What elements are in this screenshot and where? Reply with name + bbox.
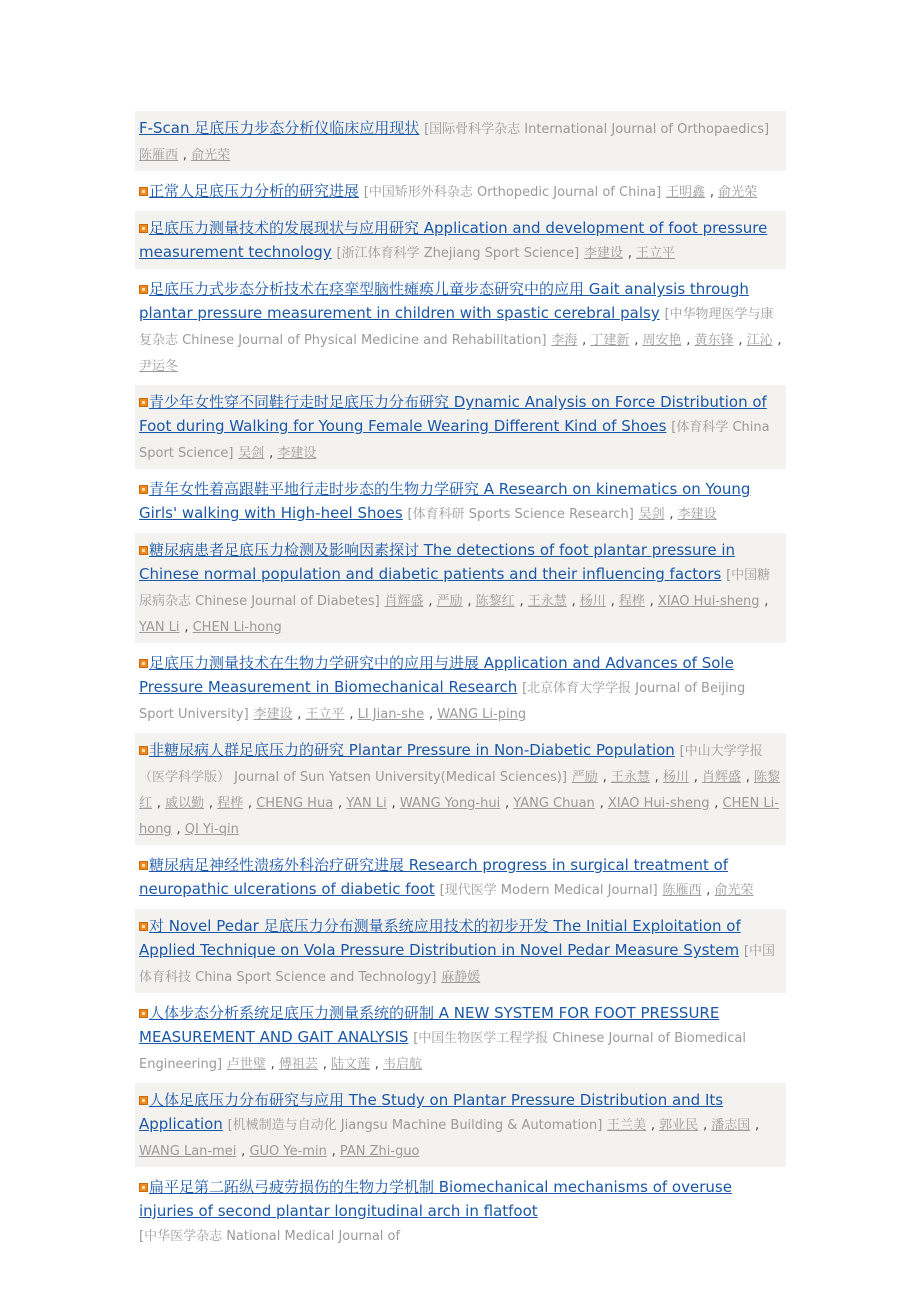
author-link[interactable]: 俞光荣: [718, 185, 758, 200]
author-link[interactable]: GUO Ye-min: [249, 1144, 327, 1159]
reference-entry: [135, 472, 786, 530]
author-link[interactable]: 陈黎红: [139, 770, 781, 811]
author-link[interactable]: 丁建新: [590, 333, 630, 348]
article-title-link[interactable]: 对 Novel Pedar 足底压力分布测量系统应用技术的初步开发 The Initial Exploitation of Applied Technique on Vola Pressure Distribution in Novel Pedar Measure System: [139, 917, 741, 959]
author-separator: ,: [519, 594, 528, 609]
journal-source: [现代医学 Modern Medical Journal]: [439, 883, 658, 898]
author-link[interactable]: 麻静媛: [441, 970, 481, 985]
author-separator: ,: [764, 594, 769, 609]
author-link[interactable]: 吴剑: [238, 446, 265, 461]
author-separator: ,: [269, 446, 278, 461]
author-link[interactable]: 严励: [571, 770, 598, 785]
article-title-link[interactable]: F-Scan 足底压力步态分析仪临床应用现状: [139, 119, 420, 137]
author-separator: ,: [374, 1057, 384, 1072]
reference-entry: [135, 646, 786, 730]
author-link[interactable]: XIAO Hui-sheng: [657, 594, 760, 609]
journal-source: [中国矫形外科杂志 Orthopedic Journal of China]: [363, 185, 662, 200]
journal-source: [中山大学学报（医学科学版） Journal of Sun Yatsen University(Medical Sciences)]: [139, 744, 763, 785]
author-link[interactable]: 肖辉盛: [701, 770, 741, 785]
author-separator: ,: [627, 246, 637, 261]
author-separator: ,: [709, 185, 719, 200]
author-link[interactable]: 李建设: [277, 446, 317, 461]
author-separator: ,: [686, 333, 695, 348]
author-link[interactable]: YANG Chuan: [513, 796, 595, 811]
orange-square-bullet-icon: [139, 485, 148, 494]
author-separator: ,: [505, 796, 514, 811]
orange-square-bullet-icon: [139, 398, 148, 407]
author-separator: ,: [208, 796, 218, 811]
author-link[interactable]: 李建设: [253, 707, 293, 722]
author-link[interactable]: 陈雁西: [139, 148, 179, 163]
author-separator: ,: [650, 1118, 660, 1133]
reference-entry: [135, 111, 786, 171]
author-link[interactable]: LI Jian-she: [357, 707, 425, 722]
journal-source: [中国体育科技 China Sport Science and Technology]: [139, 944, 775, 985]
reference-entry: [135, 385, 786, 469]
author-link[interactable]: YAN Li: [139, 620, 180, 635]
orange-square-bullet-icon: [139, 546, 148, 555]
author-link[interactable]: 俞光荣: [191, 148, 231, 163]
author-link[interactable]: 卢世璧: [226, 1057, 266, 1072]
reference-entry: [135, 848, 786, 906]
journal-source: [中国糖尿病杂志 Chinese Journal of Diabetes]: [139, 568, 771, 609]
journal-source: [中华医学杂志 National Medical Journal of: [139, 1229, 401, 1244]
author-separator: ,: [467, 594, 476, 609]
author-separator: ,: [182, 148, 192, 163]
orange-square-bullet-icon: [139, 285, 148, 294]
article-title-link[interactable]: 扁平足第二跖纵弓疲劳损伤的生物力学机制 Biomechanical mechanisms of overuse injuries of second plantar longitudinal arch in flatfoot: [139, 1178, 732, 1220]
reference-entry: [135, 211, 786, 269]
author-separator: ,: [241, 1144, 250, 1159]
orange-square-bullet-icon: [139, 659, 148, 668]
orange-square-bullet-icon: [139, 1096, 148, 1105]
author-separator: ,: [337, 796, 347, 811]
author-separator: ,: [270, 1057, 279, 1072]
author-separator: ,: [349, 707, 358, 722]
author-link[interactable]: 王兰美: [607, 1118, 647, 1133]
journal-source: [北京体育大学学报 Journal of Beijing Sport University]: [139, 681, 746, 722]
author-separator: ,: [669, 507, 678, 522]
author-link[interactable]: CHEN Li-hong: [192, 620, 282, 635]
author-link[interactable]: WANG Lan-mei: [139, 1144, 237, 1159]
author-separator: ,: [391, 796, 400, 811]
journal-source: [体育科研 Sports Science Research]: [407, 507, 634, 522]
author-link[interactable]: WANG Yong-hui: [399, 796, 501, 811]
author-separator: ,: [322, 1057, 331, 1072]
article-title-link[interactable]: 正常人足底压力分析的研究进展: [149, 182, 360, 200]
author-link[interactable]: 肖辉盛: [384, 594, 424, 609]
author-separator: ,: [649, 594, 658, 609]
author-link[interactable]: 王明鑫: [666, 185, 706, 200]
article-title-link[interactable]: 足底压力式步态分析技术在痉挛型脑性瘫痪儿童步态研究中的应用 Gait analysis through plantar pressure measurement in children with spastic cerebral palsy: [139, 280, 749, 322]
author-link[interactable]: QI Yi-qin: [184, 822, 239, 837]
orange-square-bullet-icon: [139, 746, 148, 755]
author-separator: ,: [693, 770, 702, 785]
orange-square-bullet-icon: [139, 922, 148, 931]
author-separator: ,: [706, 883, 715, 898]
author-link[interactable]: 戚以勤: [165, 796, 205, 811]
journal-source: [国际骨科学杂志 International Journal of Orthopaedics]: [424, 122, 770, 137]
author-separator: ,: [176, 822, 185, 837]
author-link[interactable]: 王永慧: [610, 770, 650, 785]
author-link[interactable]: CHENG Hua: [256, 796, 334, 811]
author-link[interactable]: 李海: [551, 333, 578, 348]
author-link[interactable]: 程桦: [217, 796, 244, 811]
article-title-link[interactable]: 青少年女性穿不同鞋行走时足底压力分布研究 Dynamic Analysis on Force Distribution of Foot during Walking for Young Female Wearing Different Kind of Shoes: [139, 393, 767, 435]
author-link[interactable]: 李建设: [583, 246, 623, 261]
article-title-link[interactable]: 非糖尿病人群足底压力的研究 Plantar Pressure in Non-Diabetic Population: [149, 741, 675, 759]
journal-source: [浙江体育科学 Zhejiang Sport Science]: [336, 246, 580, 261]
article-title-link[interactable]: 人体足底压力分布研究与应用 The Study on Plantar Pressure Distribution and Its Application: [139, 1091, 724, 1133]
author-separator: ,: [428, 594, 437, 609]
author-link[interactable]: 程桦: [618, 594, 645, 609]
author-link[interactable]: CHEN Li-hong: [139, 796, 779, 837]
author-separator: ,: [702, 1118, 712, 1133]
reference-entry: [135, 533, 786, 643]
author-link[interactable]: 潘志国: [711, 1118, 751, 1133]
author-separator: ,: [582, 333, 591, 348]
article-title-link[interactable]: 糖尿病足神经性溃疡外科治疗研究进展 Research progress in surgical treatment of neuropathic ulcerations of diabetic foot: [139, 856, 729, 898]
author-separator: ,: [755, 1118, 760, 1133]
author-link[interactable]: PAN Zhi-guo: [339, 1144, 420, 1159]
author-link[interactable]: 杨川: [579, 594, 606, 609]
reference-list: [135, 111, 786, 1252]
author-separator: ,: [654, 770, 663, 785]
reference-entry: [135, 996, 786, 1080]
journal-source: [中国生物医学工程学报 Chinese Journal of Biomedical Engineering]: [139, 1031, 746, 1072]
author-link[interactable]: XIAO Hui-sheng: [607, 796, 710, 811]
author-separator: ,: [714, 796, 723, 811]
reference-entry: [135, 272, 786, 382]
author-link[interactable]: 江沁: [746, 333, 773, 348]
orange-square-bullet-icon: [139, 224, 148, 233]
reference-entry: [135, 1170, 786, 1252]
author-link[interactable]: 黄东锋: [694, 333, 734, 348]
author-separator: ,: [428, 707, 438, 722]
orange-square-bullet-icon: [139, 861, 148, 870]
journal-source: [中华物理医学与康复杂志 Chinese Journal of Physical Medicine and Rehabilitation]: [139, 307, 774, 348]
author-separator: ,: [184, 620, 193, 635]
author-separator: ,: [602, 770, 611, 785]
author-link[interactable]: 陈雁西: [662, 883, 702, 898]
journal-source: [体育科学 China Sport Science]: [139, 420, 770, 461]
author-link[interactable]: 王立平: [305, 707, 345, 722]
reference-entry: [135, 733, 786, 845]
author-separator: ,: [777, 333, 782, 348]
author-link[interactable]: YAN Li: [346, 796, 387, 811]
author-separator: ,: [297, 707, 306, 722]
journal-source: [机械制造与自动化 Jiangsu Machine Building & Automation]: [227, 1118, 603, 1133]
orange-square-bullet-icon: [139, 1183, 148, 1192]
author-link[interactable]: 韦启航: [383, 1057, 423, 1072]
author-separator: ,: [247, 796, 257, 811]
article-title-link[interactable]: 青年女性着高跟鞋平地行走时步态的生物力学研究 A Research on kinematics on Young Girls' walking with High-heel Shoes: [139, 480, 751, 522]
author-link[interactable]: 杨川: [662, 770, 689, 785]
reference-entry: [135, 909, 786, 993]
author-separator: ,: [599, 796, 608, 811]
author-link[interactable]: 郭业民: [659, 1118, 699, 1133]
reference-entry: [135, 1083, 786, 1167]
author-link[interactable]: 李建设: [677, 507, 717, 522]
article-title-link[interactable]: 足底压力测量技术在生物力学研究中的应用与进展 Application and Advances of Sole Pressure Measurement in Biomechanical Research: [139, 654, 734, 696]
author-link[interactable]: 王立平: [636, 246, 676, 261]
article-title-link[interactable]: 糖尿病患者足底压力检测及影响因素探讨 The detections of foot plantar pressure in Chinese normal population and diabetic patients and their influencing factors: [139, 541, 735, 583]
author-separator: ,: [610, 594, 619, 609]
author-link[interactable]: 严励: [436, 594, 463, 609]
author-separator: ,: [331, 1144, 340, 1159]
article-title-link[interactable]: 人体步态分析系统足底压力测量系统的研制 A NEW SYSTEM FOR FOOT PRESSURE MEASUREMENT AND GAIT ANALYSIS: [139, 1004, 720, 1046]
author-link[interactable]: 傅祖芸: [278, 1057, 318, 1072]
author-separator: ,: [634, 333, 643, 348]
author-separator: ,: [571, 594, 580, 609]
author-link[interactable]: 吴剑: [638, 507, 665, 522]
orange-square-bullet-icon: [139, 1009, 148, 1018]
article-title-link[interactable]: 足底压力测量技术的发展现状与应用研究 Application and development of foot pressure measurement technology: [139, 219, 768, 261]
author-link[interactable]: 陈黎红: [475, 594, 515, 609]
reference-entry: [135, 174, 786, 208]
author-link[interactable]: 尹运冬: [139, 359, 179, 374]
author-link[interactable]: 陆文莲: [330, 1057, 370, 1072]
author-link[interactable]: 周安艳: [642, 333, 682, 348]
orange-square-bullet-icon: [139, 187, 148, 196]
author-separator: ,: [738, 333, 747, 348]
author-link[interactable]: 俞光荣: [714, 883, 754, 898]
author-separator: ,: [745, 770, 755, 785]
author-link[interactable]: WANG Li-ping: [437, 707, 527, 722]
author-separator: ,: [156, 796, 166, 811]
author-link[interactable]: 王永慧: [527, 594, 567, 609]
